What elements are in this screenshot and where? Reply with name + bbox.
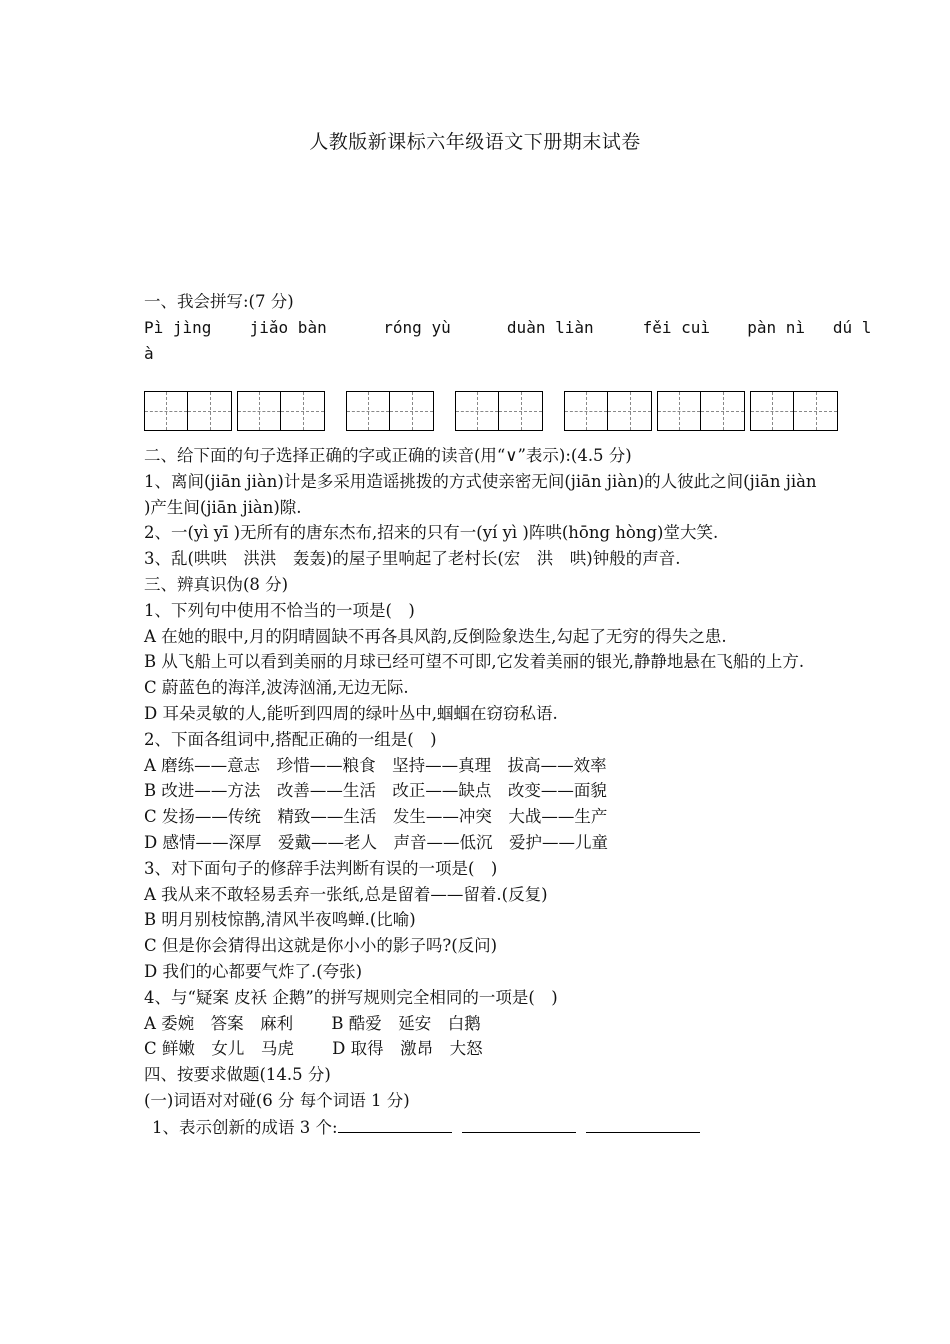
answer-blank-1[interactable]	[338, 1114, 452, 1133]
s3-q3-option-d: D 我们的心都要气炸了.(夸张)	[144, 961, 363, 981]
grid-box-7[interactable]	[750, 391, 838, 431]
grid-box-6[interactable]	[657, 391, 745, 431]
s2-item-2: 2、一(yì yī )无所有的唐东杰布,招来的只有一(yí yì )阵哄(hōng hòng)堂大笑.	[144, 523, 719, 543]
s3-q3: 3、对下面句子的修辞手法判断有误的一项是( )	[144, 858, 498, 878]
s3-q2-option-c: C 发扬——传统 精致——生活 发生——冲突 大战——生产	[144, 807, 608, 827]
s3-q2-option-d: D 感情——深厚 爱戴——老人 声音——低沉 爱护——儿童	[144, 832, 608, 852]
s2-item-3: 3、乱(哄哄 洪洪 轰轰)的屋子里响起了老村长(宏 洪 哄)钟般的声音.	[144, 549, 681, 569]
pinyin-1: Pì jìng	[144, 317, 212, 337]
s3-q1-option-d: D 耳朵灵敏的人,能听到四周的绿叶丛中,蝈蝈在窃窃私语.	[144, 703, 558, 723]
pinyin-row	[144, 315, 872, 341]
s4-q1	[144, 1114, 824, 1141]
s3-q3-option-a: A 我从来不敢轻易丢弃一张纸,总是留着——留着.(反复)	[144, 884, 548, 904]
s3-q2-option-a: A 磨练——意志 珍惜——粮食 坚持——真理 拔高——效率	[144, 755, 607, 775]
answer-blank-3[interactable]	[586, 1114, 700, 1133]
section-1	[144, 289, 872, 366]
sections-2-4	[144, 443, 824, 1141]
grid-box-4[interactable]	[455, 391, 543, 431]
grid-box-2[interactable]	[237, 391, 325, 431]
s3-q4: 4、与“疑案 皮袄 企鹅”的拼写规则完全相同的一项是( )	[144, 987, 558, 1007]
pinyin-5: fěi cuì	[642, 317, 710, 337]
pinyin-2: jiǎo bàn	[249, 317, 327, 337]
s3-q1-option-b: B 从飞船上可以看到美丽的月球已经可望不可即,它发着美丽的银光,静静地悬在飞船的上方.	[144, 652, 805, 672]
s3-q4-options-ab: A 委婉 答案 麻利 B 酷爱 延安 白鹅	[144, 1013, 481, 1033]
s3-q1: 1、下列句中使用不恰当的一项是( )	[144, 600, 415, 620]
s4-q1-label: 1、表示创新的成语 3 个:	[152, 1117, 338, 1137]
s3-q4-options-cd: C 鲜嫩 女儿 马虎 D 取得 激昂 大怒	[144, 1039, 483, 1059]
grid-box-5[interactable]	[564, 391, 652, 431]
section-4-heading: 四、按要求做题(14.5 分)	[144, 1065, 331, 1085]
s3-q3-option-c: C 但是你会猜得出这就是你小小的影子吗?(反问)	[144, 936, 498, 956]
pinyin-6: pàn nì	[747, 317, 805, 337]
s3-q1-option-c: C 蔚蓝色的海洋,波涛汹涌,无边无际.	[144, 678, 409, 698]
s4-sub1: (一)词语对对碰(6 分 每个词语 1 分)	[144, 1090, 410, 1110]
pinyin-7: dú l	[832, 317, 872, 337]
grid-box-3[interactable]	[346, 391, 434, 431]
s2-item-1: 1、离间(jiān jiàn)计是多采用造谣挑拨的方式使亲密无间(jiān jiàn)的人彼此之间(jiān jiàn )产生间(jiān jiàn)隙.	[144, 471, 817, 517]
s3-q2: 2、下面各组词中,搭配正确的一组是( )	[144, 729, 437, 749]
pinyin-4: duàn liàn	[506, 317, 594, 337]
section-2-heading: 二、给下面的句子选择正确的字或正确的读音(用“∨”表示):(4.5 分)	[144, 446, 632, 465]
pinyin-wrap: à	[144, 343, 154, 363]
s3-q1-option-a: A 在她的眼中,月的阴晴圆缺不再各具风韵,反倒险象迭生,勾起了无穷的得失之患.	[144, 626, 727, 646]
section-3-heading: 三、辨真识伪(8 分)	[144, 574, 289, 594]
s3-q2-option-b: B 改进——方法 改善——生活 改正——缺点 改变——面貌	[144, 781, 607, 801]
section-1-heading: 一、我会拼写:(7 分)	[144, 292, 294, 311]
page-title: 人教版新课标六年级语文下册期末试卷	[309, 131, 641, 153]
grid-box-1[interactable]	[144, 391, 232, 431]
answer-blank-2[interactable]	[462, 1114, 576, 1133]
s3-q3-option-b: B 明月别枝惊鹊,清风半夜鸣蝉.(比喻)	[144, 910, 416, 930]
pinyin-3: róng yù	[383, 317, 451, 337]
